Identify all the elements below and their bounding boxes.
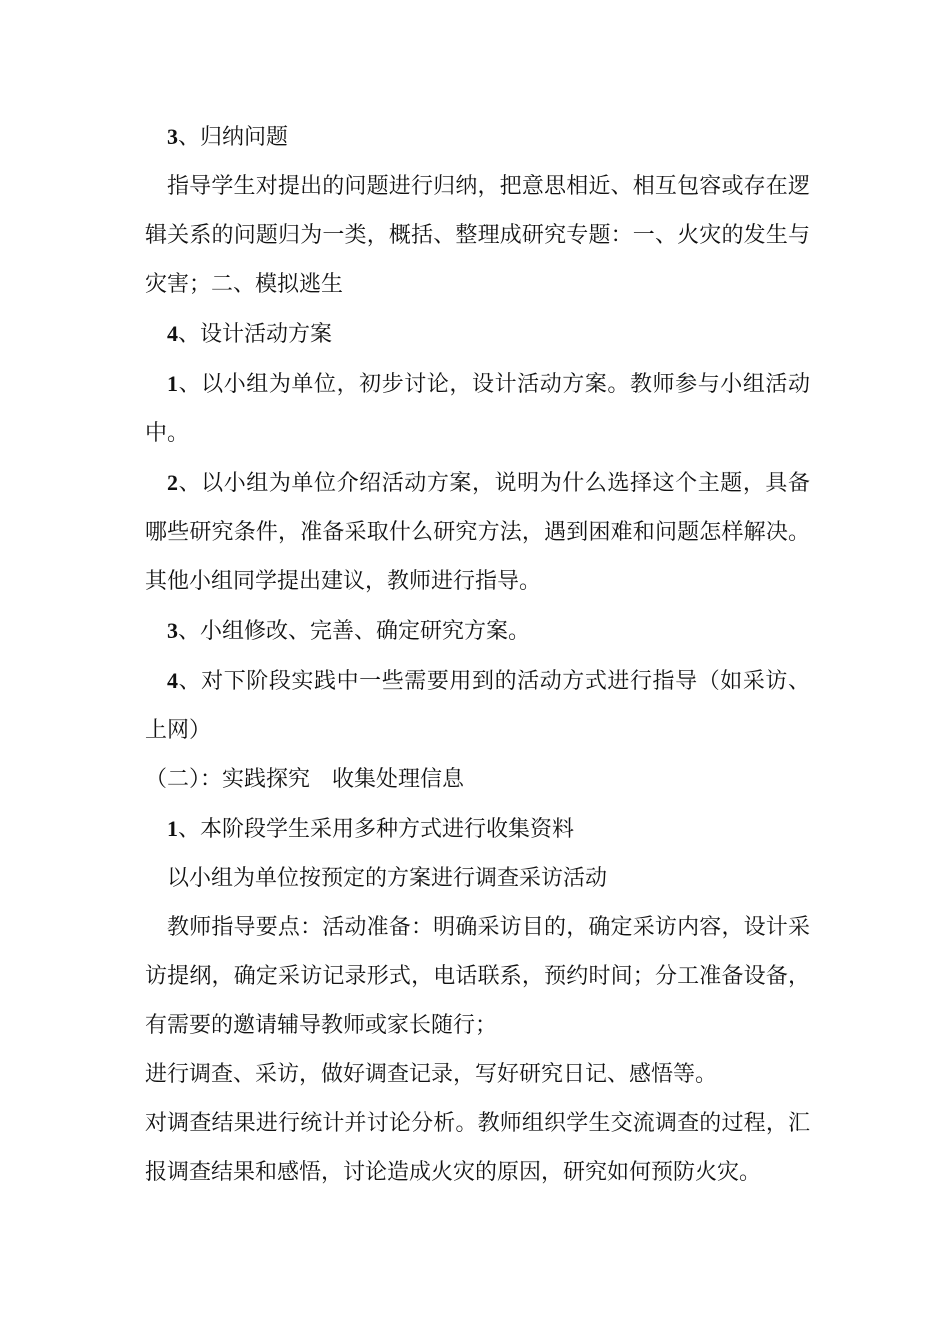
item-number: 1 xyxy=(167,371,178,396)
paragraph-text: 、以小组为单位，初步讨论，设计活动方案。教师参与小组活动中。 xyxy=(145,372,810,446)
section-heading-practice xyxy=(145,755,810,804)
paragraph-text: 、以小组为单位介绍活动方案，说明为什么选择这个主题，具备哪些研究条件，准备采取什么研究方法，遇到困难和问题怎样解决。其他小组同学提出建议，教师进行指导。 xyxy=(145,471,810,594)
paragraph-analysis xyxy=(145,1099,810,1197)
item-number: 1 xyxy=(167,816,178,841)
item-number: 4 xyxy=(167,668,178,693)
paragraph-text: 进行调查、采访，做好调查记录，写好研究日记、感悟等。 xyxy=(145,1062,718,1087)
list-item-2 xyxy=(145,458,810,606)
paragraph-text: 、本阶段学生采用多种方式进行收集资料 xyxy=(178,817,575,842)
paragraph-guide-points xyxy=(145,903,810,1050)
item-number: 2 xyxy=(167,470,178,495)
paragraph-text: 、归纳问题 xyxy=(178,125,289,150)
paragraph-text: 对调查结果进行统计并讨论分析。教师组织学生交流调查的过程，汇报调查结果和感悟，讨论造成火灾的原因，研究如何预防火灾。 xyxy=(145,1111,810,1185)
item-number: 4 xyxy=(167,321,178,346)
paragraph-text: （二）：实践探究 收集处理信息 xyxy=(145,767,465,792)
list-item-1 xyxy=(145,359,810,458)
paragraph-survey xyxy=(145,854,810,903)
paragraph-text: 、对下阶段实践中一些需要用到的活动方式进行指导（如采访、上网） xyxy=(145,669,810,743)
item-number: 3 xyxy=(167,618,178,643)
list-item-collect xyxy=(145,804,810,854)
paragraph-text: 、小组修改、完善、确定研究方案。 xyxy=(178,619,531,644)
paragraph-text: 、设计活动方案 xyxy=(178,322,333,347)
item-number: 3 xyxy=(167,124,178,149)
paragraph-text: 教师指导要点：活动准备：明确采访目的，确定采访内容，设计采访提纲，确定采访记录形式，电话联系，预约时间；分工准备设备，有需要的邀请辅导教师或家长随行； xyxy=(145,915,810,1038)
paragraph-guide-summarize xyxy=(145,162,810,309)
paragraph-text: 以小组为单位按预定的方案进行调查采访活动 xyxy=(167,866,608,891)
heading-summarize-questions xyxy=(145,112,810,162)
document-body xyxy=(145,112,810,1197)
paragraph-text: 指导学生对提出的问题进行归纳，把意思相近、相互包容或存在逻辑关系的问题归为一类，概括、整理成研究专题：一、火灾的发生与灾害；二、模拟逃生 xyxy=(145,174,810,297)
paragraph-conduct-survey xyxy=(145,1050,810,1099)
list-item-4 xyxy=(145,656,810,755)
list-item-3 xyxy=(145,606,810,656)
heading-design-plan xyxy=(145,309,810,359)
